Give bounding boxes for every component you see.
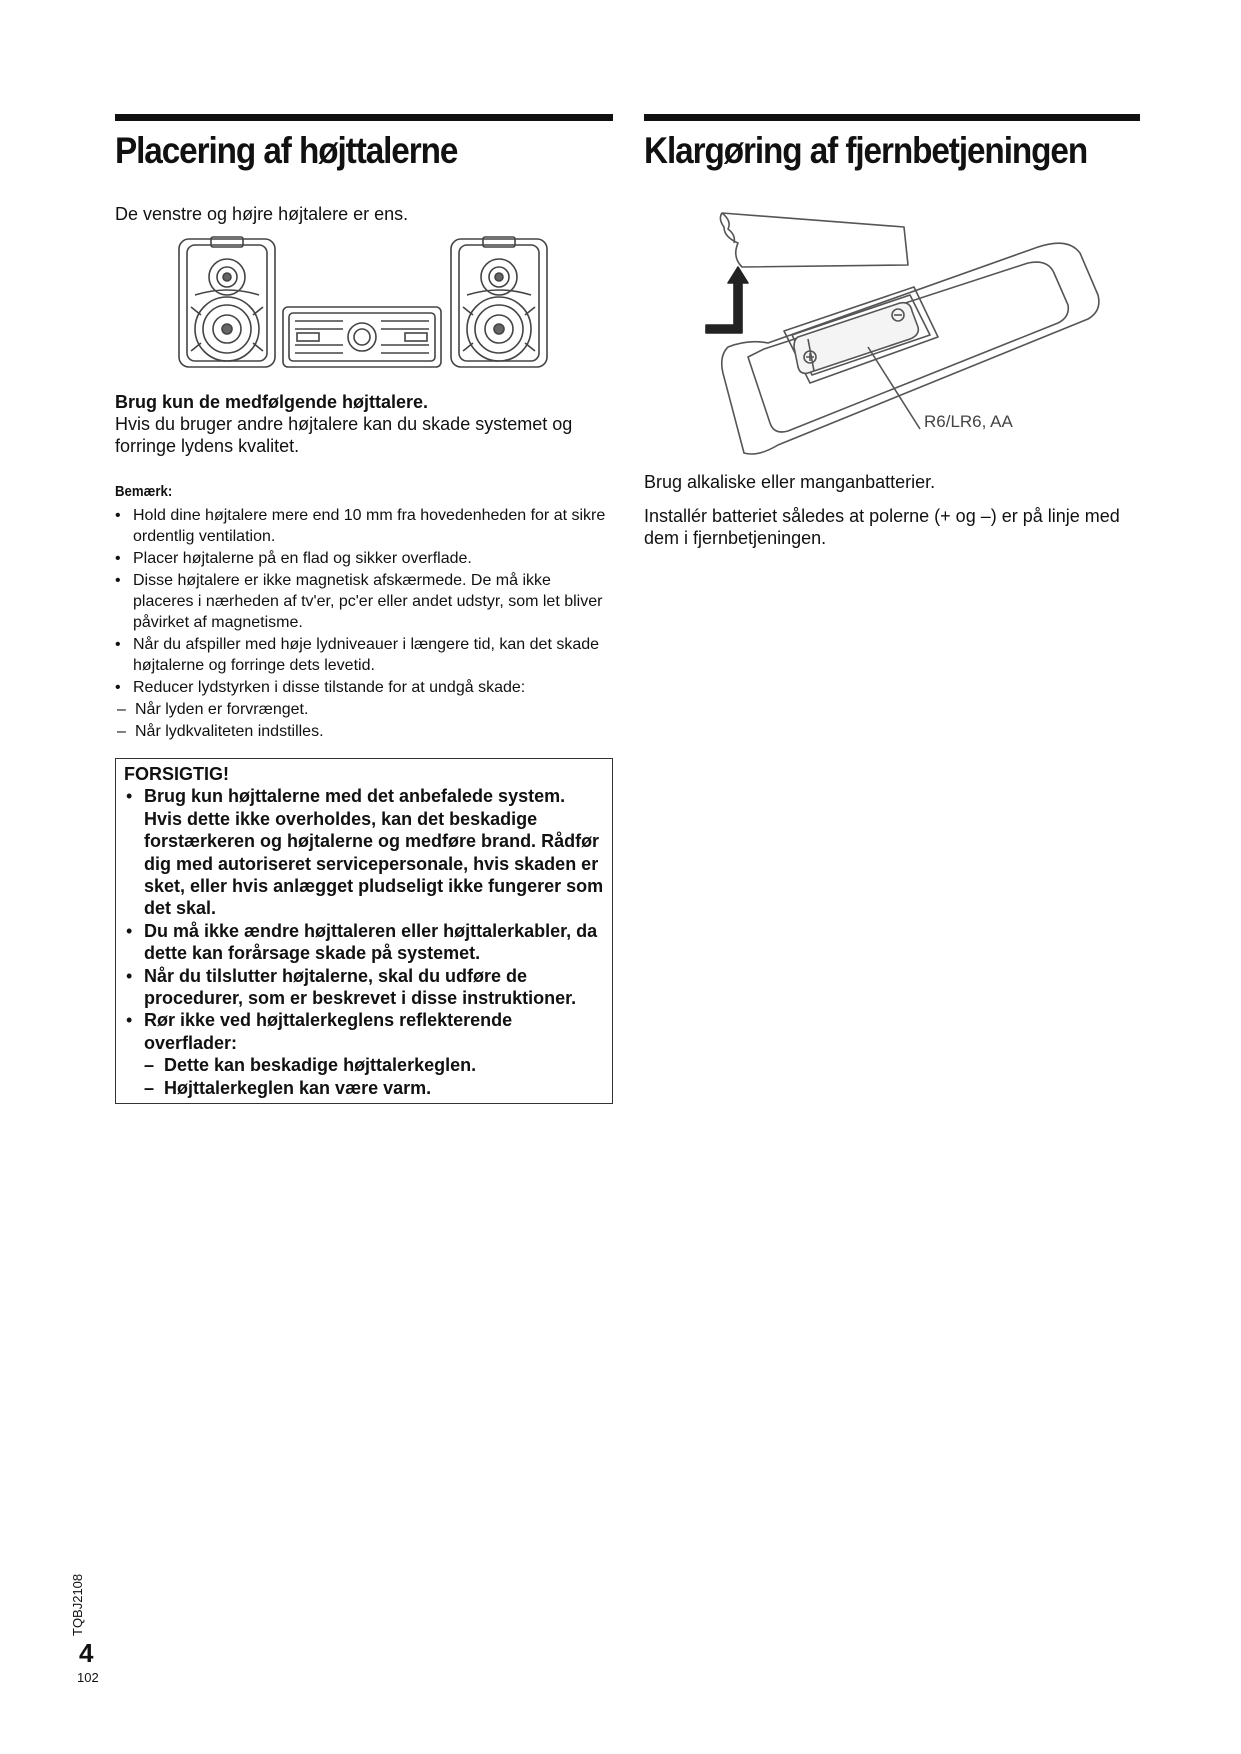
page-number: 4: [79, 1638, 94, 1668]
caution-item: • Rør ikke ved højttalerkeglens reflekterende overflader:: [124, 1009, 604, 1054]
note-item: • Når du afspiller med høje lydniveauer i længere tid, kan det skade højtalerne og forringe dets levetid.: [115, 634, 613, 676]
note-sub-item: – Når lydkvaliteten indstilles.: [115, 721, 613, 742]
battery-type-text: Brug alkaliske eller manganbatterier.: [644, 472, 936, 492]
section-rule-right: [644, 114, 1140, 121]
caution-sublist: [124, 1054, 604, 1099]
notes-list: [115, 505, 613, 742]
intro-text: De venstre og højre højtalere er ens.: [115, 204, 409, 224]
note-sub-item: – Når lyden er forvrænget.: [115, 699, 613, 720]
supplied-speakers-warning: Brug kun de medfølgende højttalere.: [115, 392, 429, 412]
caution-list: [124, 785, 604, 1054]
caution-item: • Du må ikke ændre højttaleren eller højttalerkabler, da dette kan forårsage skade på systemet.: [124, 920, 604, 965]
left-column: [115, 114, 613, 1104]
speaker-system-illustration: [177, 235, 549, 371]
caution-title: FORSIGTIG!: [124, 764, 229, 784]
caution-sub-item: – Dette kan beskadige højttalerkeglen.: [144, 1054, 604, 1076]
caution-box: [115, 758, 613, 1104]
section-heading-speakers: Placering af højttalerne: [115, 130, 458, 171]
note-title: Bemærk:: [115, 483, 173, 500]
note-sublist: [115, 699, 613, 742]
section-rule-left: [115, 114, 613, 121]
other-speakers-text: Hvis du bruger andre højtalere kan du skade systemet og forringe lydens kvalitet.: [115, 414, 573, 456]
battery-polarity-text: Installér batteriet således at polerne (+ og –) er på linje med dem i fjernbetjeningen.: [644, 506, 1120, 548]
caution-item: • Brug kun højttalerne med det anbefalede system. Hvis dette ikke overholdes, kan det beskadige forstærkeren og højtalerne og medføre brand. Rådfør dig med autoriseret servicepersonale, hvis skaden er sket, eller hvis anlægget pludseligt ikke fungerer som det skal.: [124, 785, 604, 919]
battery-type-label: R6/LR6, AA: [924, 412, 1013, 431]
note-item: • Reducer lydstyrken i disse tilstande for at undgå skade:: [115, 677, 613, 698]
note-item: • Placer højtalerne på en flad og sikker overflade.: [115, 548, 613, 569]
right-column: [644, 114, 1140, 549]
note-sublist-container: [115, 699, 613, 742]
caution-sub-item: – Højttalerkeglen kan være varm.: [144, 1077, 604, 1099]
section-heading-remote: Klargøring af fjernbetjeningen: [644, 130, 1088, 171]
note-item: • Hold dine højtalere mere end 10 mm fra hovedenheden for at sikre ordentlig ventilation.: [115, 505, 613, 547]
document-code: TQBJ2108: [70, 1573, 85, 1636]
note-item: • Disse højtalere er ikke magnetisk afskærmede. De må ikke placeres i nærheden af tv'er, pc'er eller andet udstyr, som let bliver påvirket af magnetisme.: [115, 570, 613, 633]
page-number-secondary: 102: [77, 1670, 99, 1685]
remote-battery-illustration: [688, 207, 1108, 457]
caution-item: • Når du tilslutter højtalerne, skal du udføre de procedurer, som er beskrevet i disse instruktioner.: [124, 965, 604, 1010]
